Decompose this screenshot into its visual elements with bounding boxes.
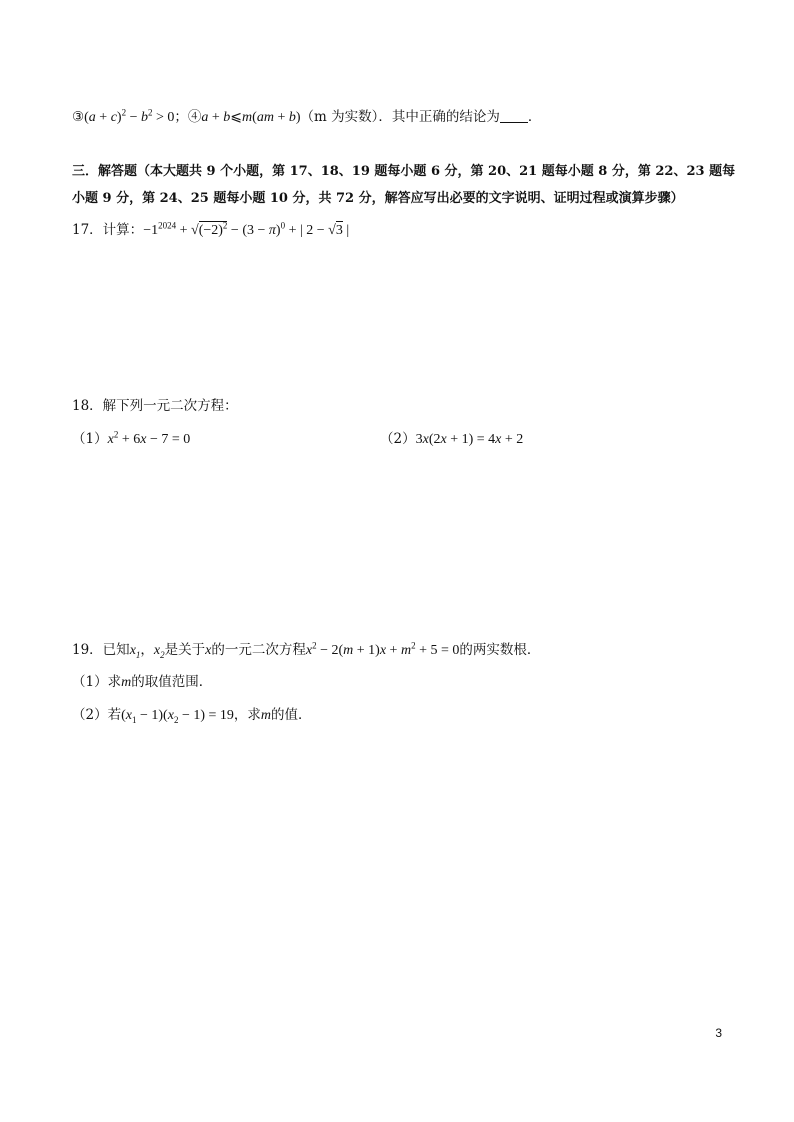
- q18-eq2: 3x(2x + 1) = 4x + 2: [415, 432, 524, 447]
- item3-formula: $(a + c)^2 - b^2 > 0$: [84, 107, 175, 125]
- sentence-end: ．: [527, 109, 542, 125]
- q18-title: 18．解下列一元二次方程：: [72, 398, 238, 414]
- q16-conclusions-line: [72, 107, 541, 128]
- q18-part2: [380, 429, 523, 450]
- q19-part1-end: 的取值范围．: [131, 674, 213, 690]
- question-ask: ．其中正确的结论为: [378, 109, 500, 125]
- q19-part2-label: （2）若: [72, 707, 122, 723]
- q19-label: 19．已知: [72, 642, 130, 658]
- answer-blank: [500, 108, 528, 123]
- q19-part2: [72, 705, 312, 726]
- item4-formula: a + b⩽m(am + b): [201, 110, 301, 125]
- q18-part2-label: （2）: [380, 431, 416, 447]
- q19-condition: $(x_1 - 1)(x_2 - 1) = 19$: [121, 708, 234, 725]
- item3-marker: ③: [72, 109, 85, 125]
- q17-line: [72, 220, 349, 241]
- item4-marker: ；④: [174, 109, 202, 125]
- page-number: 3: [715, 1026, 722, 1040]
- section3-heading-line1: 三．解答题（本大题共 9 个小题，第 17、18、19 题每小题 6 分，第 20、21 题每小题 8 分，第 22、23 题每: [72, 164, 736, 179]
- x1-symbol: $x_1$: [129, 643, 141, 660]
- q19-comma: ，: [140, 642, 154, 658]
- section3-heading-line2: 小题 9 分，第 24、25 题每小题 10 分，共 72 分，解答应写出必要的文字说明、证明过程或演算步骤）: [72, 191, 684, 206]
- q19-stem: [72, 640, 540, 661]
- q19-text-equation: 的一元二次方程: [211, 642, 306, 658]
- q19-part2-mid: ，求: [233, 707, 261, 723]
- m-symbol-2: m: [260, 708, 272, 723]
- q19-part1-label: （1）求: [72, 674, 122, 690]
- m-symbol: m: [121, 675, 132, 690]
- q19-text-roots: 的两实数根．: [459, 642, 541, 658]
- q18-part1: [72, 429, 190, 450]
- q19-part1: [72, 672, 212, 693]
- x-symbol: x: [205, 643, 212, 658]
- q17-label: 17．计算：: [72, 222, 144, 238]
- q18-eq1: $x^2 + 6x - 7 = 0$: [107, 429, 191, 447]
- q18-part1-label: （1）: [72, 431, 108, 447]
- q19-part2-end: 的值．: [271, 707, 312, 723]
- q19-equation: $x^2 - 2(m + 1)x + m^2 + 5 = 0$: [305, 640, 460, 658]
- q19-text-about: 是关于: [164, 642, 206, 658]
- q17-expression: $-1^{2024} + √(-2)^2 - (3 - \pi)^0$ + | 2 − √3 |: [143, 220, 350, 238]
- x2-symbol: $x_2$: [153, 643, 165, 660]
- m-note: （m 为实数）: [300, 109, 379, 125]
